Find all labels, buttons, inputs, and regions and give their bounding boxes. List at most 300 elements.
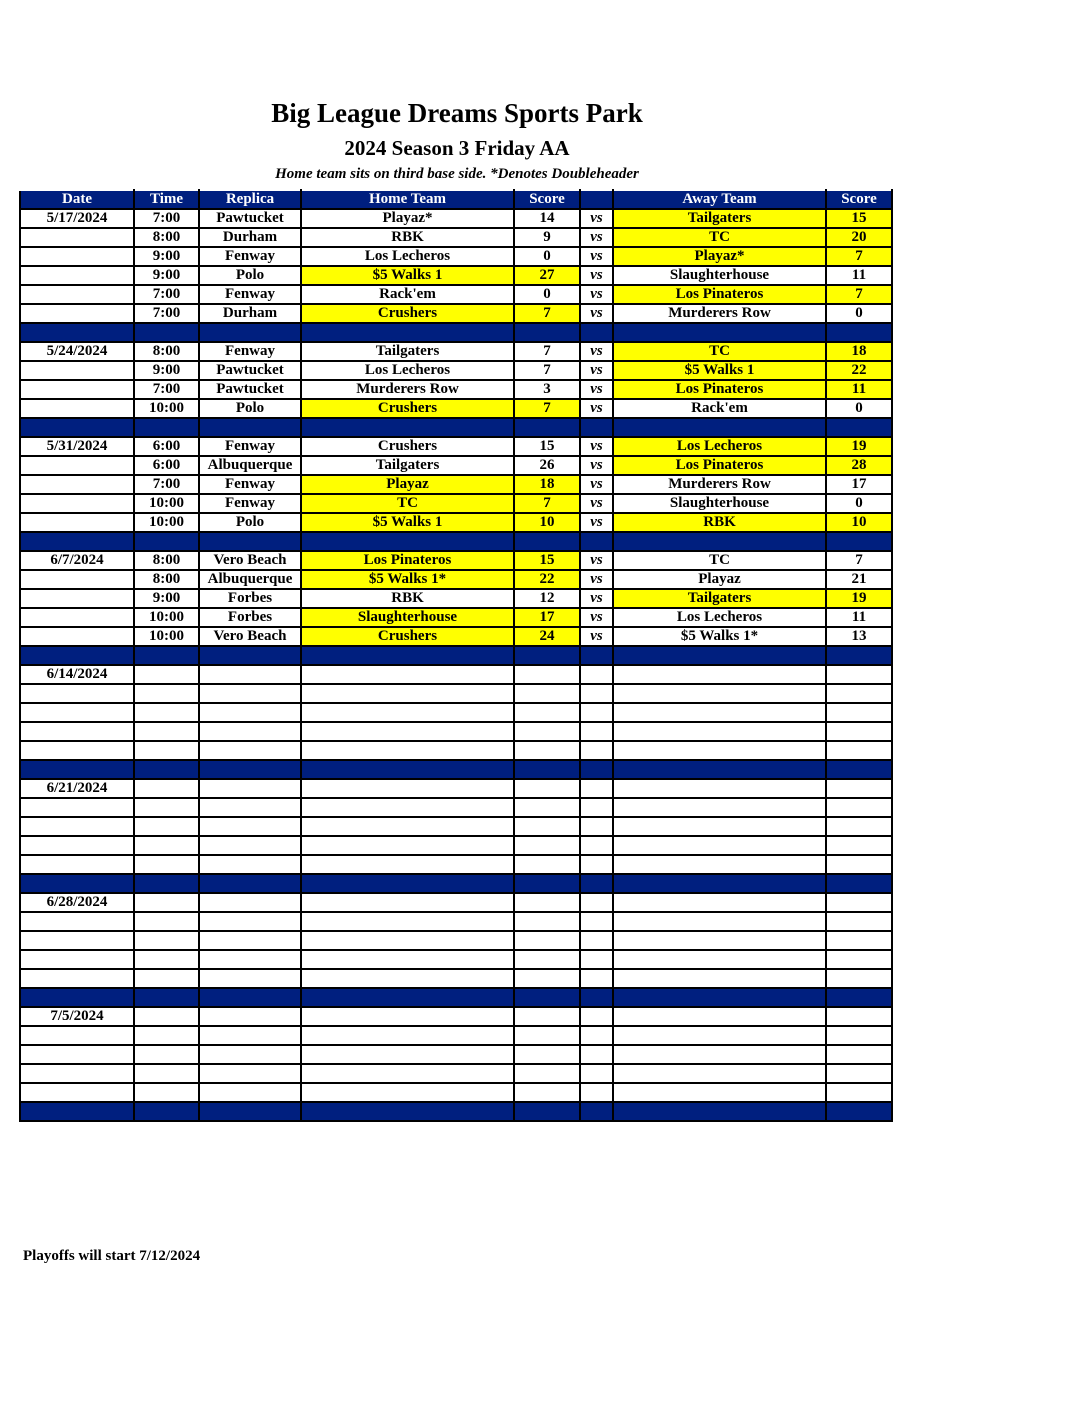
separator-cell [826,418,892,437]
empty-cell [514,798,580,817]
vs-label: vs [580,456,613,475]
empty-cell [580,1064,613,1083]
week-separator-row [20,323,892,342]
empty-game-row [20,1045,892,1064]
week-date [20,1064,134,1083]
week-date [20,798,134,817]
game-field: Vero Beach [199,627,301,646]
home-team: Tailgaters [301,342,514,361]
away-team: Playaz* [613,247,826,266]
week-date [20,855,134,874]
home-score: 15 [514,551,580,570]
empty-game-row [20,779,892,798]
separator-cell [199,532,301,551]
home-team: RBK [301,589,514,608]
empty-cell [514,779,580,798]
separator-cell [20,646,134,665]
home-score: 9 [514,228,580,247]
empty-cell [826,817,892,836]
separator-cell [199,988,301,1007]
away-score: 7 [826,247,892,266]
vs-label: vs [580,285,613,304]
week-date: 5/31/2024 [20,437,134,456]
empty-cell [826,893,892,912]
game-row [20,399,892,418]
week-date [20,456,134,475]
home-score: 26 [514,456,580,475]
week-date [20,513,134,532]
away-team: Rack'em [613,399,826,418]
separator-cell [826,646,892,665]
empty-cell [613,684,826,703]
home-score: 3 [514,380,580,399]
empty-cell [826,1007,892,1026]
empty-cell [134,950,199,969]
week-date [20,684,134,703]
vs-label: vs [580,475,613,494]
separator-cell [134,418,199,437]
game-field: Polo [199,399,301,418]
game-field: Forbes [199,608,301,627]
vs-label: vs [580,399,613,418]
week-date [20,494,134,513]
week-date [20,380,134,399]
col-away-score-header: Score [826,190,892,209]
game-time: 10:00 [134,494,199,513]
separator-cell [301,646,514,665]
empty-cell [613,1007,826,1026]
home-team: Crushers [301,437,514,456]
away-score: 19 [826,589,892,608]
home-score: 14 [514,209,580,228]
home-team: $5 Walks 1 [301,266,514,285]
game-time: 7:00 [134,475,199,494]
empty-game-row [20,969,892,988]
game-time: 9:00 [134,266,199,285]
week-separator-row [20,532,892,551]
away-score: 17 [826,475,892,494]
game-time: 10:00 [134,627,199,646]
separator-cell [826,532,892,551]
game-field: Fenway [199,285,301,304]
empty-cell [613,836,826,855]
week-date: 5/24/2024 [20,342,134,361]
empty-cell [301,1007,514,1026]
empty-cell [199,950,301,969]
empty-cell [613,798,826,817]
game-field: Albuquerque [199,570,301,589]
empty-cell [301,722,514,741]
empty-cell [199,703,301,722]
separator-cell [826,988,892,1007]
home-team: Slaughterhouse [301,608,514,627]
empty-cell [580,741,613,760]
empty-cell [580,1026,613,1045]
away-score: 15 [826,209,892,228]
separator-cell [613,323,826,342]
separator-cell [301,760,514,779]
empty-cell [613,1064,826,1083]
home-team: $5 Walks 1* [301,570,514,589]
empty-cell [199,684,301,703]
separator-cell [826,874,892,893]
empty-cell [514,969,580,988]
home-team: Crushers [301,627,514,646]
empty-cell [134,893,199,912]
empty-cell [134,665,199,684]
game-time: 9:00 [134,247,199,266]
empty-cell [613,1045,826,1064]
week-date [20,399,134,418]
week-date [20,836,134,855]
empty-cell [580,1045,613,1064]
empty-cell [826,684,892,703]
game-row [20,228,892,247]
home-score: 7 [514,304,580,323]
schedule-note: Home team sits on third base side. *Denotes Doubleheader [275,166,639,182]
home-score: 24 [514,627,580,646]
empty-cell [826,950,892,969]
empty-game-row [20,1007,892,1026]
empty-cell [514,722,580,741]
away-team: RBK [613,513,826,532]
away-score: 7 [826,285,892,304]
away-team: Los Pinateros [613,285,826,304]
home-score: 22 [514,570,580,589]
separator-cell [826,323,892,342]
separator-cell [613,760,826,779]
home-score: 7 [514,342,580,361]
game-row [20,589,892,608]
home-team: Crushers [301,304,514,323]
game-time: 8:00 [134,228,199,247]
separator-cell [580,760,613,779]
away-score: 0 [826,494,892,513]
home-score: 7 [514,494,580,513]
empty-cell [580,665,613,684]
game-time: 6:00 [134,437,199,456]
empty-cell [580,817,613,836]
away-team: Murderers Row [613,304,826,323]
game-time: 8:00 [134,342,199,361]
away-score: 10 [826,513,892,532]
game-field: Fenway [199,475,301,494]
empty-cell [826,665,892,684]
empty-cell [580,931,613,950]
empty-cell [826,1064,892,1083]
separator-cell [301,532,514,551]
empty-cell [826,1083,892,1102]
empty-cell [301,855,514,874]
home-score: 12 [514,589,580,608]
vs-label: vs [580,437,613,456]
home-team: Tailgaters [301,456,514,475]
empty-cell [134,798,199,817]
empty-cell [301,969,514,988]
game-time: 8:00 [134,570,199,589]
empty-cell [301,684,514,703]
home-team: Los Pinateros [301,551,514,570]
empty-cell [514,665,580,684]
empty-game-row [20,855,892,874]
separator-cell [580,1102,613,1121]
empty-cell [580,1083,613,1102]
vs-label: vs [580,570,613,589]
empty-cell [580,703,613,722]
empty-game-row [20,684,892,703]
separator-cell [514,646,580,665]
empty-cell [613,817,826,836]
away-team: TC [613,342,826,361]
empty-cell [580,779,613,798]
empty-cell [134,1007,199,1026]
empty-game-row [20,950,892,969]
separator-cell [199,1102,301,1121]
empty-cell [199,931,301,950]
empty-cell [199,1083,301,1102]
separator-cell [514,760,580,779]
game-field: Polo [199,513,301,532]
away-team: TC [613,551,826,570]
empty-cell [199,665,301,684]
separator-cell [514,1102,580,1121]
separator-cell [613,532,826,551]
home-team: $5 Walks 1 [301,513,514,532]
separator-cell [20,418,134,437]
empty-cell [134,1045,199,1064]
vs-label: vs [580,304,613,323]
empty-game-row [20,1026,892,1045]
vs-label: vs [580,380,613,399]
home-team: TC [301,494,514,513]
separator-cell [20,1102,134,1121]
empty-cell [199,1064,301,1083]
week-date [20,285,134,304]
home-score: 10 [514,513,580,532]
home-team: Los Lecheros [301,361,514,380]
col-home-score-header: Score [514,190,580,209]
page-subtitle: 2024 Season 3 Friday AA [344,136,570,160]
empty-game-row [20,817,892,836]
separator-cell [613,874,826,893]
week-separator-row [20,1102,892,1121]
separator-cell [199,646,301,665]
empty-cell [613,855,826,874]
empty-cell [826,779,892,798]
empty-cell [826,703,892,722]
separator-cell [580,874,613,893]
week-date [20,722,134,741]
empty-cell [580,969,613,988]
page-title: Big League Dreams Sports Park [271,98,643,128]
empty-cell [199,817,301,836]
game-time: 6:00 [134,456,199,475]
game-field: Fenway [199,437,301,456]
vs-label: vs [580,627,613,646]
away-team: Playaz [613,570,826,589]
empty-cell [514,817,580,836]
week-date: 7/5/2024 [20,1007,134,1026]
home-team: Playaz* [301,209,514,228]
empty-cell [199,779,301,798]
empty-cell [613,950,826,969]
vs-label: vs [580,513,613,532]
week-separator-row [20,874,892,893]
empty-cell [514,1083,580,1102]
empty-cell [514,1007,580,1026]
week-date [20,247,134,266]
game-row [20,475,892,494]
separator-cell [301,323,514,342]
separator-cell [301,988,514,1007]
week-date [20,627,134,646]
vs-label: vs [580,266,613,285]
separator-cell [134,760,199,779]
separator-cell [134,323,199,342]
game-time: 7:00 [134,304,199,323]
game-row [20,266,892,285]
empty-game-row [20,665,892,684]
week-date [20,570,134,589]
away-score: 13 [826,627,892,646]
away-score: 0 [826,399,892,418]
game-row [20,342,892,361]
empty-cell [199,722,301,741]
empty-cell [301,950,514,969]
empty-cell [580,855,613,874]
game-field: Forbes [199,589,301,608]
home-team: Rack'em [301,285,514,304]
game-row [20,570,892,589]
separator-cell [301,874,514,893]
week-date: 6/21/2024 [20,779,134,798]
empty-cell [301,665,514,684]
empty-cell [134,1083,199,1102]
away-score: 11 [826,380,892,399]
separator-cell [134,1102,199,1121]
game-row [20,627,892,646]
week-date [20,608,134,627]
empty-cell [301,1083,514,1102]
empty-cell [199,798,301,817]
away-score: 7 [826,551,892,570]
game-time: 9:00 [134,361,199,380]
empty-cell [134,722,199,741]
empty-cell [199,893,301,912]
empty-cell [134,912,199,931]
empty-cell [134,703,199,722]
away-team: Tailgaters [613,589,826,608]
game-time: 9:00 [134,589,199,608]
away-score: 20 [826,228,892,247]
empty-cell [613,722,826,741]
away-team: Slaughterhouse [613,494,826,513]
game-row [20,494,892,513]
week-date: 6/28/2024 [20,893,134,912]
empty-cell [613,969,826,988]
empty-cell [514,684,580,703]
away-score: 18 [826,342,892,361]
home-team: RBK [301,228,514,247]
game-field: Fenway [199,494,301,513]
game-row [20,247,892,266]
game-time: 7:00 [134,209,199,228]
empty-cell [514,1045,580,1064]
empty-cell [826,912,892,931]
empty-game-row [20,741,892,760]
separator-cell [20,760,134,779]
away-score: 21 [826,570,892,589]
vs-label: vs [580,494,613,513]
week-date: 6/7/2024 [20,551,134,570]
empty-cell [514,855,580,874]
separator-cell [613,418,826,437]
empty-game-row [20,798,892,817]
week-date [20,266,134,285]
game-time: 8:00 [134,551,199,570]
home-team: Crushers [301,399,514,418]
game-field: Pawtucket [199,361,301,380]
separator-cell [826,1102,892,1121]
week-date [20,969,134,988]
empty-cell [134,1026,199,1045]
empty-game-row [20,703,892,722]
empty-game-row [20,931,892,950]
game-field: Pawtucket [199,380,301,399]
away-score: 28 [826,456,892,475]
empty-cell [580,950,613,969]
empty-cell [301,1045,514,1064]
empty-cell [613,779,826,798]
game-time: 7:00 [134,285,199,304]
away-score: 22 [826,361,892,380]
game-field: Vero Beach [199,551,301,570]
week-date [20,228,134,247]
separator-cell [20,874,134,893]
separator-cell [134,874,199,893]
game-field: Fenway [199,247,301,266]
empty-cell [826,1026,892,1045]
separator-cell [134,988,199,1007]
home-team: Playaz [301,475,514,494]
separator-cell [514,532,580,551]
col-replica-header: Replica [199,190,301,209]
game-field: Durham [199,304,301,323]
game-time: 10:00 [134,608,199,627]
away-team: TC [613,228,826,247]
week-date: 5/17/2024 [20,209,134,228]
home-score: 7 [514,361,580,380]
empty-cell [301,836,514,855]
empty-cell [580,836,613,855]
home-score: 0 [514,247,580,266]
empty-cell [514,912,580,931]
week-separator-row [20,760,892,779]
away-team: $5 Walks 1* [613,627,826,646]
separator-cell [580,323,613,342]
separator-cell [134,532,199,551]
empty-cell [514,836,580,855]
separator-cell [613,988,826,1007]
away-team: Murderers Row [613,475,826,494]
separator-cell [199,418,301,437]
empty-cell [514,741,580,760]
empty-cell [580,798,613,817]
game-field: Fenway [199,342,301,361]
header-row [20,190,892,209]
away-team: Los Lecheros [613,608,826,627]
week-date [20,1045,134,1064]
